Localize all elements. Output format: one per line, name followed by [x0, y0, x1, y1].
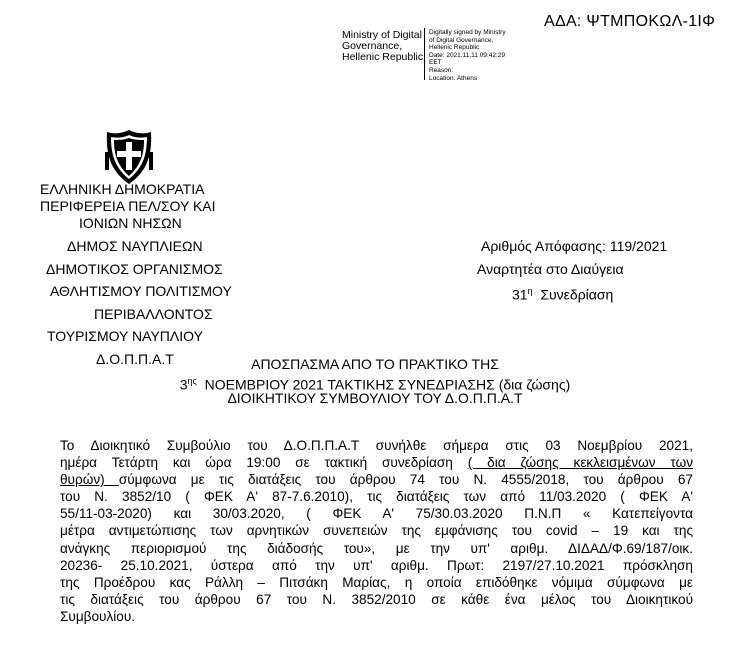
- session-word: Συνεδρίαση: [540, 286, 614, 303]
- signature-detail-line: Hellenic Republic: [429, 44, 480, 52]
- body-line-text: ημέρα Τετάρτη και ώρα 19:00 σε τακτική συνεδρίαση: [60, 455, 468, 471]
- body-line: 20236- 25.10.2021, ύστερα από την υπ' αριθμ. Πρωτ: 2197/27.10.2021 πρόσκληση: [60, 557, 693, 573]
- title-line-1: ΑΠΟΣΠΑΣΜΑ ΑΠΟ ΤΟ ΠΡΑΚΤΙΚΟ ΤΗΣ: [251, 356, 499, 372]
- org-line-6: ΑΘΛΗΤΙΣΜΟΥ ΠΟΛΙΤΙΣΜΟΥ: [50, 283, 232, 299]
- body-line: τις διατάξεις του άρθρου 67 του Ν. 3852/2010 σε κάθε ένα μέλος του Διοικητικού: [60, 591, 693, 607]
- signature-detail-line: Reason:: [429, 66, 454, 74]
- body-line: του Ν. 3852/10 ( ΦΕΚ Α' 87-7.6.2010), τις διατάξεις των από 11/03.2020 ( ΦΕΚ Α': [60, 489, 693, 505]
- signature-detail-line: Location: Athens: [429, 74, 478, 82]
- org-line-3: ΙΟΝΙΩΝ ΝΗΣΩΝ: [79, 215, 182, 231]
- decision-number: Αριθμός Απόφασης: 119/2021: [481, 238, 668, 254]
- signature-details: [429, 29, 506, 82]
- body-underlined-text: θυρών): [60, 472, 119, 488]
- title-line-3: ΔΙΟΙΚΗΤΙΚΟΥ ΣΥΜΒΟΥΛΙΟΥ ΤΟΥ Δ.Ο.Π.Π.Α.Τ: [227, 390, 523, 406]
- session-label: [512, 283, 613, 304]
- org-line-2: ΠΕΡΙΦΕΡΕΙΑ ΠΕΛ/ΣΟΥ ΚΑΙ: [40, 198, 216, 214]
- signature-detail-line: of Digital Governance,: [429, 36, 494, 44]
- org-line-4: ΔΗΜΟΣ ΝΑΥΠΛΙΕΩΝ: [67, 238, 203, 254]
- signature-detail-line: EET: [429, 59, 442, 67]
- org-line-1: ΕΛΛΗΝΙΚΗ ΔΗΜΟΚΡΑΤΙΑ: [40, 181, 205, 197]
- signature-ministry-line: Governance,: [342, 40, 403, 52]
- body-line-text: σύμφωνα με τις διατάξεις του άρθρου 74 του Ν. 4555/2018, του άρθρου 67: [118, 472, 693, 488]
- body-line: ανάγκης περιορισμού της διάδοσής του», με την υπ' αριθμ. ΔΙΔΑΔ/Φ.69/187/οικ.: [60, 540, 693, 556]
- body-underlined-text: ( δια ζώσης κεκλεισμένων των: [467, 455, 694, 471]
- session-superscript: η: [527, 286, 533, 296]
- body-line: Το Διοικητικό Συμβούλιο του Δ.Ο.Π.Π.Α.Τ συνήλθε σήμερα στις 03 Νοεμβρίου 2021,: [60, 438, 693, 453]
- signature-detail-line: Date: 2021.11.11 09:42:29: [429, 51, 506, 59]
- body-line: της Προέδρου κας Ράλλη – Πιτσάκη Μαρίας, η οποία επιδόθηκε νόμιμα σύμφωνα με: [60, 574, 693, 590]
- ada-code: ΑΔΑ: ΨΤΜΠΟΚΩΛ-1ΙΦ: [544, 13, 716, 30]
- body-line: Συμβουλίου.: [60, 608, 136, 624]
- title-ordinal-superscript: ης: [187, 376, 197, 386]
- signature-detail-line: Digitally signed by Ministry: [429, 29, 506, 36]
- signature-ministry-line: Hellenic Republic: [342, 51, 424, 63]
- decision-posting: Αναρτητέα στο Διαύγεια: [477, 261, 624, 277]
- body-line: μέτρα αντιμετώπισης των αρνητικών συνεπειών της εμφάνισης του covid – 19 και της: [60, 523, 693, 539]
- body-line: [60, 454, 693, 471]
- body-line: 55/11-03-2020) και 30/03.2020, ( ΦΕΚ Α' 75/30.03.2020 Π.Ν.Π « Κατεπείγοντα: [60, 506, 693, 522]
- signature-ministry-line: Ministry of Digital: [342, 29, 422, 41]
- title-ordinal: 3: [179, 376, 188, 393]
- coat-of-arms-icon: [103, 128, 155, 186]
- session-number: 31: [512, 286, 528, 303]
- title-line-2-text: ΝΟΕΜΒΡΙΟΥ 2021 ΤΑΚΤΙΚΗΣ ΣΥΝΕΔΡΙΑΣΗΣ (δια ζώσης): [204, 376, 571, 393]
- org-line-9: Δ.Ο.Π.Π.Α.Τ: [96, 351, 174, 367]
- signature-ministry: [342, 30, 423, 63]
- body-paragraph: [60, 437, 693, 625]
- body-line: [60, 471, 693, 488]
- org-line-8: ΤΟΥΡΙΣΜΟΥ ΝΑΥΠΛΙΟΥ: [47, 328, 203, 344]
- org-line-7: ΠΕΡΙΒΑΛΛΟΝΤΟΣ: [94, 306, 213, 322]
- org-line-5: ΔΗΜΟΤΙΚΟΣ ΟΡΓΑΝΙΣΜΟΣ: [46, 261, 223, 277]
- signature-divider: [424, 28, 425, 80]
